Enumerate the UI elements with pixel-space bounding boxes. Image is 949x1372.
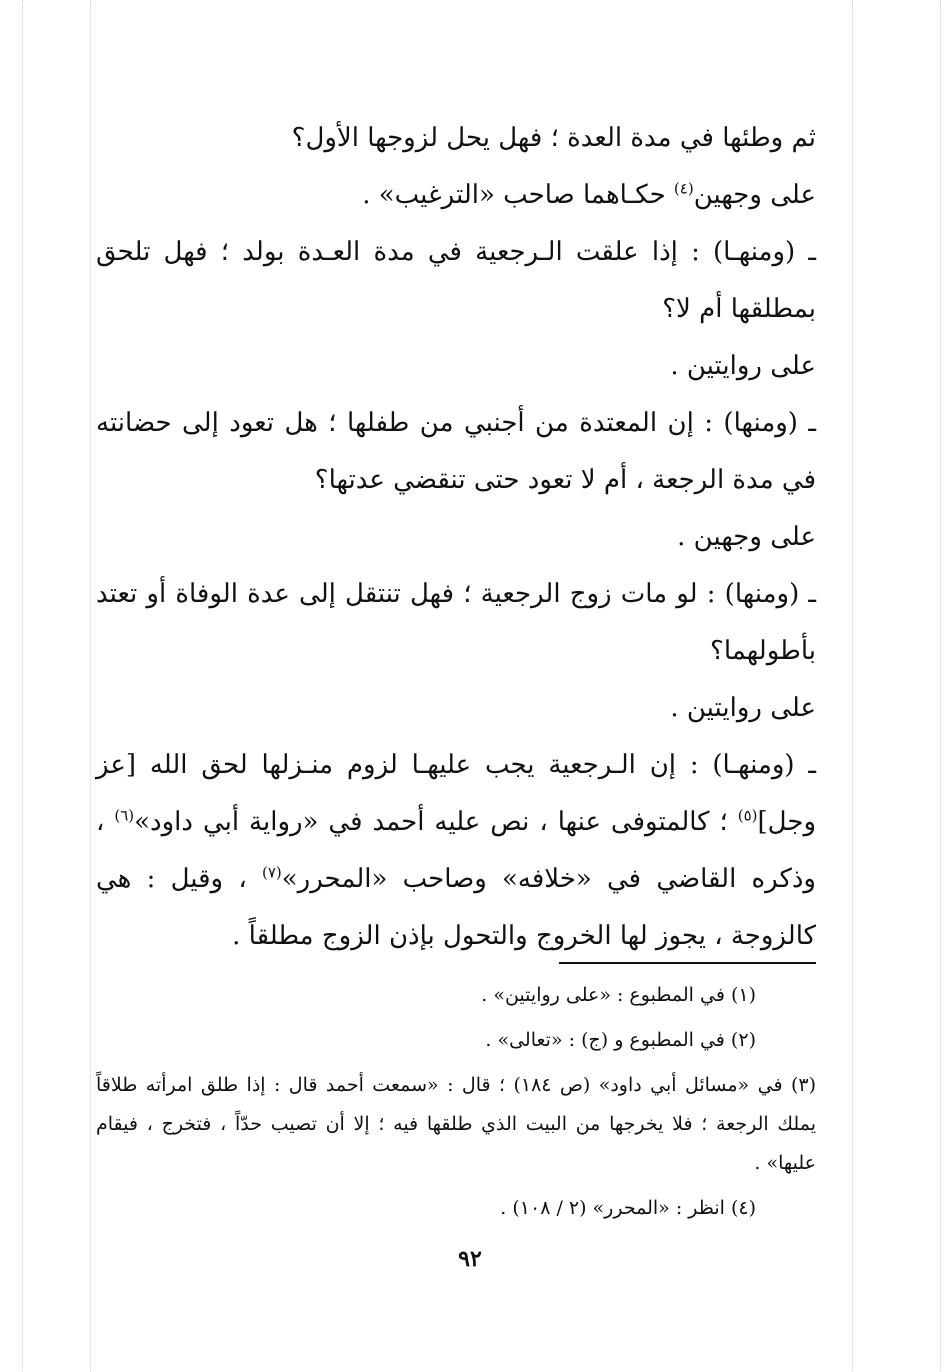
paragraph-text: ، وقيل : هي كالزوجة ، يجوز لها الخروج والتحول بإذن الزوج مطلقاً .: [96, 864, 816, 951]
paragraph-text: ؛ كالمتوفى عنها ، نص عليه أحمد في «رواية أبي داود»: [134, 807, 738, 837]
paragraph-text: ، وذكره القاضي في «خلافه» وصاحب «المحرر»: [96, 807, 816, 894]
page-number: ٩٢: [458, 1246, 482, 1272]
footnote: (٢) في المطبوع و (ج) : «تعالى» .: [485, 1029, 756, 1051]
footnote: (٣) في «مسائل أبي داود» (ص ١٨٤) ؛ قال : «سمعت أحمد قال : إذا طلق امرأته طلاقاً يملك الرجعة ؛ فلا يخرجها من البيت الذي طلقها فيه ؛ إلا أن تصيب حدّاً ، فتخرج ، فيقام عليها» .: [96, 1074, 816, 1174]
main-text: [96, 110, 816, 965]
footnote-reference: (٦): [114, 806, 135, 825]
footnote-reference: (٥): [737, 806, 758, 825]
paragraph: [96, 395, 816, 509]
paragraph-text: على وجهين: [693, 180, 816, 210]
paragraph: [96, 509, 816, 566]
footnotes: [96, 976, 816, 1228]
scan-guide-line: [852, 0, 853, 1372]
paragraph: [96, 224, 816, 338]
scan-guide-line: [90, 0, 91, 1372]
paragraph-text: ـ (ومنهـا) : إن الـرجعية يجب عليهـا لزوم منـزلها لحق الله [عز وجل]: [96, 750, 816, 837]
paragraph-text: على روايتين .: [670, 693, 816, 723]
paragraph-text: ـ (ومنها) : لو مات زوج الرجعية ؛ فهل تنتقل إلى عدة الوفاة أو تعتد بأطولهما؟: [96, 579, 816, 666]
paragraph: [96, 566, 816, 680]
paragraph-text: ثم وطئها في مدة العدة ؛ فهل يحل لزوجها الأول؟: [291, 123, 816, 153]
paragraph: [96, 110, 816, 167]
paragraph-text: ـ (ومنهـا) : إذا علقت الـرجعية في مدة العـدة بولد ؛ فهل تلحق بمطلقها أم لا؟: [96, 237, 816, 324]
paragraph-text: ـ (ومنها) : إن المعتدة من أجنبي من طفلها ؛ هل تعود إلى حضانته في مدة الرجعة ، أم لا تعود حتى تنقضي عدتها؟: [96, 408, 816, 495]
scan-guide-line: [22, 0, 23, 1372]
scan-guide-line: [940, 0, 941, 1372]
footnote-reference: (٧): [261, 863, 282, 882]
paragraph-text: على روايتين .: [670, 351, 816, 381]
footnote: (٤) انظر : «المحرر» (٢ / ١٠٨) .: [500, 1197, 756, 1219]
paragraph: [96, 167, 816, 224]
paragraph: [96, 338, 816, 395]
paragraph-text: حكـاهما صاحب «الترغيب» .: [362, 180, 674, 210]
paragraph: [96, 680, 816, 737]
footnote-reference: (٤): [673, 179, 694, 198]
paragraph: [96, 737, 816, 965]
footnote: (١) في المطبوع : «على روايتين» .: [481, 984, 756, 1006]
footnote-separator: [559, 962, 816, 964]
paragraph-text: على وجهين .: [677, 522, 816, 552]
